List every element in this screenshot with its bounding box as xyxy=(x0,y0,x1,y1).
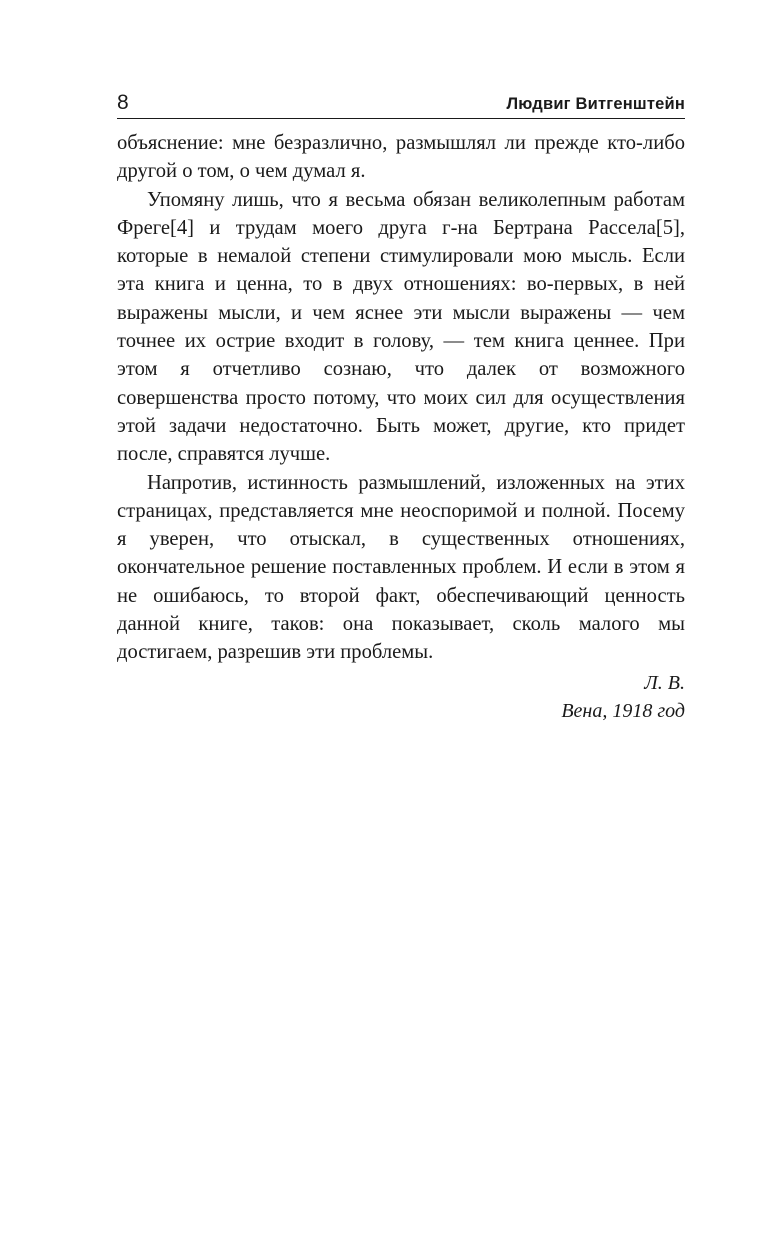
book-page xyxy=(117,88,685,725)
signature-initials: Л. В. xyxy=(644,671,685,694)
running-head xyxy=(117,88,685,119)
paragraph-continuation: объяснение: мне безразлично, размышлял ли прежде кто-либо другой о том, о чем думал я. xyxy=(117,132,685,183)
paragraph-truth: Напротив, истинность размышлений, изложенных на этих страницах, представляется мне неоспоримой и полной. Посему я уверен, что отыскал, в существенных отношениях, окончательное решение поставленных проблем. И если в этом я не ошибаюсь, то второй факт, обеспечивающий ценность данной книге, таков: она показывает, сколь малого мы достигаем, разрешив эти проблемы. xyxy=(117,471,685,664)
signature-place-date: Вена, 1918 год xyxy=(561,699,685,722)
running-title: Людвиг Витгенштейн xyxy=(506,95,685,113)
paragraph-acknowledgement: Упомяну лишь, что я весьма обязан великолепным работам Фреге[4] и трудам моего друга г-на Бертрана Рассела[5], которые в немалой степени стимулировали мою мысль. Если эта книга и ценна, то в двух отношениях: во-первых, в ней выражены мысли, и чем яснее эти мысли выражены — чем точнее их острие входит в голову, — тем книга ценнее. При этом я отчетливо сознаю, что далек от возможного совершенства просто потому, что моих сил для осуществления этой задачи недостаточно. Быть может, другие, кто придет после, справятся лучше. xyxy=(117,188,685,466)
body-text xyxy=(117,129,685,667)
signature-block xyxy=(117,669,685,726)
page-number: 8 xyxy=(117,91,129,114)
